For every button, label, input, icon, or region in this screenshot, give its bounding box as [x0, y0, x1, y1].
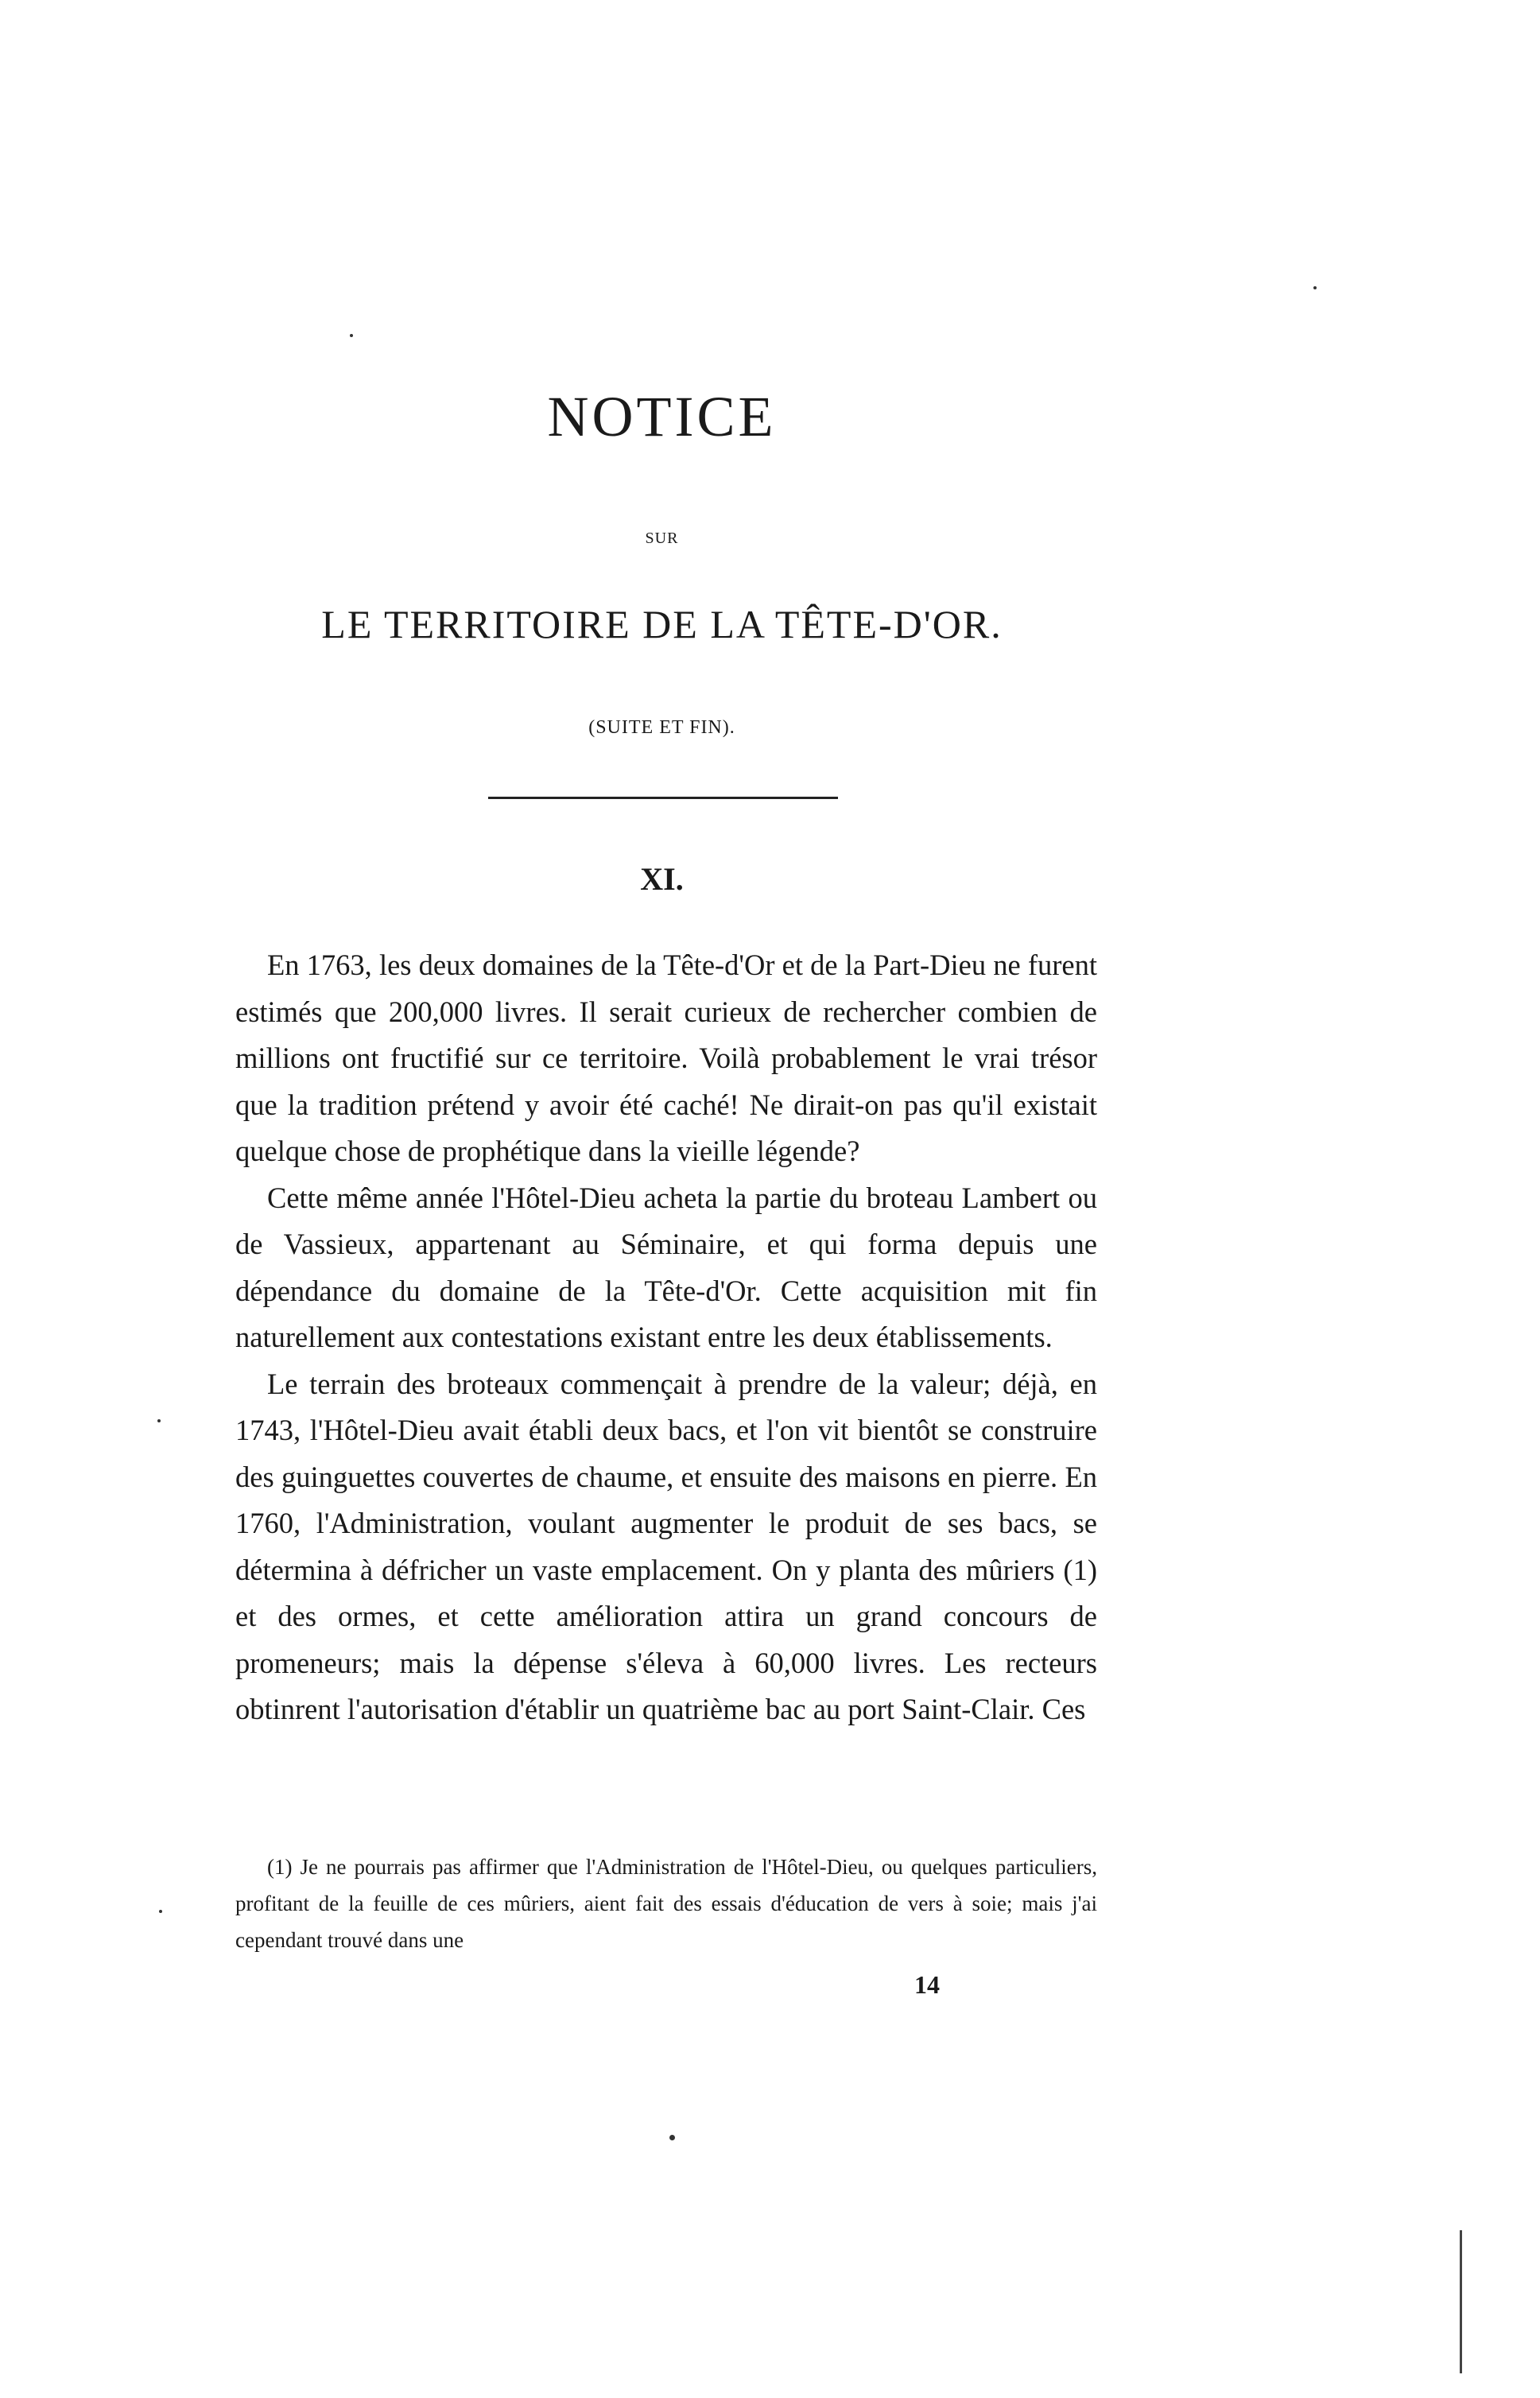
footnote: (1) Je ne pourrais pas affirmer que l'Administration de l'Hôtel-Dieu, ou quelques particuliers, profitant de la feuille de ces mûriers, aient fait des essais d'éducation de vers à soie; mais j'ai cependant trouvé dans une — [235, 1855, 1097, 1952]
speck — [157, 1419, 161, 1422]
title-connector: SUR — [645, 530, 679, 547]
paragraph: Cette même année l'Hôtel-Dieu acheta la partie du broteau Lambert ou de Vassieux, appartenant au Séminaire, et qui forma depuis une dépendance du domaine de la Tête-d'Or. Cette acquisition mit fin naturellement aux contestations existant entre les deux établissements. — [235, 1181, 1097, 1353]
page-title: NOTICE — [547, 385, 777, 448]
continuation-note: (SUITE ET FIN). — [588, 717, 735, 738]
edge-line — [1460, 2230, 1462, 2373]
footnotes — [235, 1849, 1097, 1958]
speck — [669, 2135, 675, 2140]
speck — [350, 334, 353, 337]
signature-mark: 14 — [914, 1970, 940, 1999]
page-subtitle: LE TERRITOIRE DE LA TÊTE-D'OR. — [321, 602, 1003, 646]
speck — [159, 1910, 162, 1913]
speck — [1313, 286, 1317, 289]
paragraph: Le terrain des broteaux commençait à prendre de la valeur; déjà, en 1743, l'Hôtel-Dieu avait établi deux bacs, et l'on vit bientôt se construire des guinguettes couvertes de chaume, et ensuite des maisons en pierre. En 1760, l'Administration, voulant augmenter le produit de ses bacs, se détermina à défricher un vaste emplacement. On y planta des mûriers (1) et des ormes, et cette amélioration attira un grand concours de promeneurs; mais la dépense s'éleva à 60,000 livres. Les recteurs obtinrent l'autorisation d'établir un quatrième bac au port Saint-Clair. Ces — [235, 1367, 1097, 1725]
paragraph: En 1763, les deux domaines de la Tête-d'Or et de la Part-Dieu ne furent estimés que 200,000 livres. Il serait curieux de rechercher combien de millions ont fructifié sur ce territoire. Voilà probablement le vrai trésor que la tradition prétend y avoir été caché! Ne dirait-on pas qu'il existait quelque chose de prophétique dans la vieille légende? — [235, 949, 1097, 1167]
title-divider — [488, 797, 838, 799]
section-number: XI. — [640, 861, 684, 897]
body-text — [235, 942, 1097, 1733]
